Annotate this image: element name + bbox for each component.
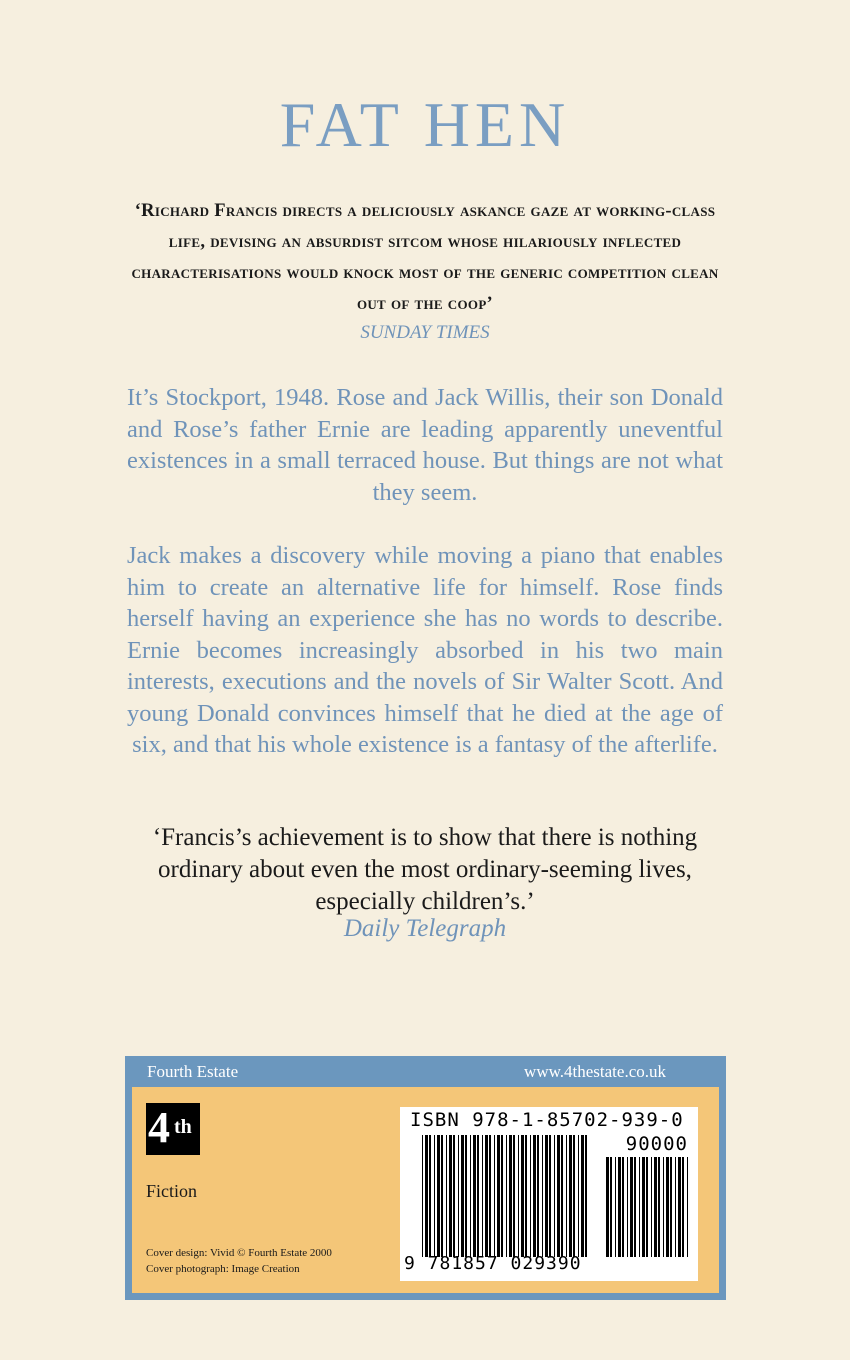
book-title: FAT HEN — [279, 89, 571, 160]
barcode-bar — [513, 1135, 515, 1257]
barcode-bar — [509, 1135, 512, 1257]
publisher-name: Fourth Estate — [147, 1062, 239, 1081]
barcode-bar — [537, 1135, 539, 1257]
barcode-bar — [569, 1135, 572, 1257]
barcode-bar — [573, 1135, 575, 1257]
barcode-bar — [658, 1157, 660, 1257]
barcode-bar — [666, 1157, 669, 1257]
barcode-bar — [506, 1135, 507, 1257]
barcode-bar — [525, 1135, 527, 1257]
barcode-bar — [615, 1157, 616, 1257]
review-quote-sunday-times: ‘Richard Francis directs a deliciously askance gaze at working-class life, devising an absurdist sitcom whose hilariously inflected characterisations would knock most of the generic competition clean out of the coop’ — [131, 201, 719, 314]
barcode-bar — [687, 1157, 688, 1257]
barcode-bar — [606, 1157, 609, 1257]
barcode-bar — [634, 1157, 636, 1257]
barcode-bar — [473, 1135, 476, 1257]
cover-credits — [146, 1245, 332, 1277]
barcode-bar — [449, 1135, 452, 1257]
ean-digits: 9 781857 029390 — [404, 1253, 582, 1274]
barcode-bar — [437, 1135, 440, 1257]
barcode-bar — [557, 1135, 560, 1257]
logo-number: 4 — [148, 1103, 170, 1152]
blurb-paragraph-1: It’s Stockport, 1948. Rose and Jack Willis, their son Donald and Rose’s father Ernie are leading apparently uneventful existences in a small terraced house. But things are not what they seem. — [127, 384, 723, 506]
review-source-sunday-times: SUNDAY TIMES — [360, 322, 490, 343]
barcode-bar — [482, 1135, 483, 1257]
barcode-bar — [518, 1135, 519, 1257]
barcode-bar — [630, 1157, 633, 1257]
isbn-text: ISBN 978-1-85702-939-0 — [410, 1109, 684, 1131]
barcode-bar — [654, 1157, 657, 1257]
credit-photo: Cover photograph: Image Creation — [146, 1263, 300, 1275]
barcode-bar — [521, 1135, 524, 1257]
barcode-bar — [678, 1157, 681, 1257]
barcode-bar — [441, 1135, 443, 1257]
publisher-panel — [125, 1056, 726, 1300]
publisher-panel-header — [125, 1056, 726, 1087]
barcode-bar — [581, 1135, 584, 1257]
barcode-bar — [675, 1157, 676, 1257]
barcode-bar — [530, 1135, 531, 1257]
review-quote-telegraph-line-3: especially children’s.’ — [315, 888, 535, 915]
barcode-bar — [494, 1135, 495, 1257]
fourth-estate-logo — [146, 1103, 200, 1155]
barcode-bar — [434, 1135, 435, 1257]
barcode-bar — [453, 1135, 455, 1257]
barcode-bar — [561, 1135, 563, 1257]
publisher-website: www.4thestate.co.uk — [524, 1062, 666, 1081]
barcode-bar — [642, 1157, 645, 1257]
barcode-bar — [622, 1157, 624, 1257]
price-code: 90000 — [625, 1133, 688, 1155]
barcode-bar — [458, 1135, 459, 1257]
barcode-bar — [627, 1157, 628, 1257]
barcode-bar — [566, 1135, 567, 1257]
review-quote-telegraph-line-1: ‘Francis’s achievement is to show that there is nothing — [152, 824, 698, 851]
barcode-bar — [542, 1135, 543, 1257]
review-source-telegraph: Daily Telegraph — [343, 915, 507, 942]
barcode-bar — [682, 1157, 684, 1257]
barcode-bar — [646, 1157, 648, 1257]
barcode-bar — [477, 1135, 479, 1257]
category-label: Fiction — [146, 1181, 198, 1201]
barcode-bar — [549, 1135, 551, 1257]
barcode-bar — [554, 1135, 555, 1257]
barcode-bar — [618, 1157, 621, 1257]
barcode-bar — [461, 1135, 464, 1257]
barcode-bar — [670, 1157, 672, 1257]
barcode-bar — [545, 1135, 548, 1257]
barcode-bar — [489, 1135, 491, 1257]
barcode-bar — [501, 1135, 503, 1257]
barcode-bar — [533, 1135, 536, 1257]
barcode-bar — [465, 1135, 467, 1257]
barcode-bar — [639, 1157, 640, 1257]
barcode-bar — [663, 1157, 664, 1257]
barcode-bar — [429, 1135, 431, 1257]
barcode-bar — [497, 1135, 500, 1257]
credit-design: Cover design: Vivid © Fourth Estate 2000 — [146, 1247, 332, 1259]
review-quote-telegraph-line-2: ordinary about even the most ordinary-seeming lives, — [158, 856, 692, 883]
publisher-panel-inner — [132, 1087, 719, 1293]
logo-suffix: th — [174, 1116, 192, 1138]
barcode-bar — [610, 1157, 612, 1257]
barcode-box — [400, 1107, 698, 1281]
barcode-bar — [585, 1135, 587, 1257]
barcode-bar — [578, 1135, 579, 1257]
barcode-bar — [651, 1157, 652, 1257]
barcode-bar — [422, 1135, 423, 1257]
blurb-paragraph-2: Jack makes a discovery while moving a piano that enables him to create an alternative life for himself. Rose finds herself having an experience she has no words to describe. Ernie becomes increasingly absorbed in his two main interests, executions and the novels of Sir Walter Scott. And young Donald convinces himself that he died at the age of six, and that his whole existence is a fantasy of the afterlife. — [127, 542, 723, 758]
barcode-bar — [425, 1135, 428, 1257]
barcode-bar — [446, 1135, 447, 1257]
barcode-bar — [470, 1135, 471, 1257]
review-quote-telegraph — [100, 822, 750, 918]
barcode-bar — [485, 1135, 488, 1257]
